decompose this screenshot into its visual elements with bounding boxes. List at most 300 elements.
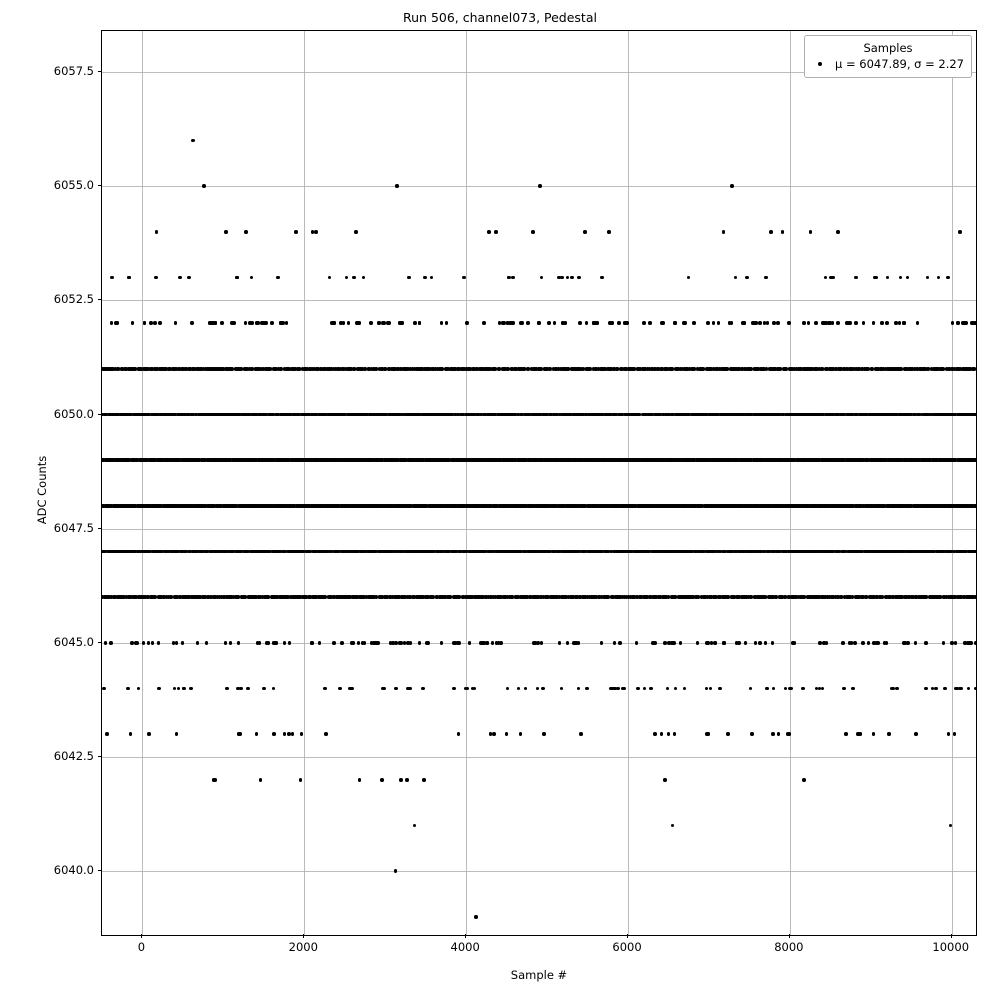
data-point (324, 732, 328, 736)
y-tick-label: 6050.0 (53, 406, 94, 421)
data-point (771, 641, 775, 645)
data-point (300, 732, 304, 736)
data-point (969, 641, 973, 645)
x-tick-label: 0 (137, 940, 146, 954)
y-tick-label: 6057.5 (53, 64, 94, 79)
data-point (861, 641, 865, 645)
data-point (143, 321, 147, 325)
data-point (583, 230, 587, 234)
data-point (517, 687, 521, 691)
data-point (961, 321, 965, 325)
data-point (491, 641, 495, 645)
data-point (772, 687, 776, 691)
data-point (129, 732, 133, 736)
data-point (802, 321, 806, 325)
data-point (660, 321, 664, 325)
data-point (250, 276, 254, 280)
data-point (971, 321, 975, 325)
y-tick (98, 185, 102, 186)
data-point (109, 641, 113, 645)
data-point (712, 321, 716, 325)
data-point (890, 687, 894, 691)
data-point (382, 687, 386, 691)
data-point (821, 687, 825, 691)
data-point (127, 276, 131, 280)
y-tick (98, 642, 102, 643)
data-point (895, 687, 899, 691)
data-point (272, 687, 276, 691)
data-point (660, 732, 664, 736)
data-point (175, 641, 179, 645)
data-point (116, 321, 120, 325)
data-point (232, 321, 236, 325)
data-point (885, 641, 889, 645)
data-point (174, 321, 178, 325)
data-point (777, 732, 781, 736)
data-point (801, 687, 805, 691)
data-point (924, 641, 928, 645)
data-point (754, 641, 758, 645)
data-point (154, 276, 158, 280)
data-point (674, 687, 678, 691)
data-point (479, 641, 483, 645)
data-point (299, 778, 303, 782)
data-point (696, 641, 700, 645)
legend-title: Samples (863, 41, 913, 55)
data-point (553, 321, 557, 325)
data-point (566, 641, 570, 645)
data-point (403, 641, 407, 645)
data-point (239, 687, 243, 691)
data-point (585, 687, 589, 691)
data-point (358, 321, 362, 325)
data-point (758, 641, 762, 645)
legend-label-stats: μ = 6047.89, σ = 2.27 (835, 57, 964, 71)
data-point (937, 276, 941, 280)
data-point (730, 184, 734, 188)
data-point (766, 321, 770, 325)
data-point (110, 276, 114, 280)
x-tick-label: 8000 (774, 940, 804, 954)
data-point (311, 230, 315, 234)
y-tick-label: 6055.0 (53, 178, 94, 193)
data-point (380, 778, 384, 782)
data-point (764, 276, 768, 280)
data-point (831, 321, 835, 325)
data-point (505, 732, 509, 736)
data-point (618, 641, 622, 645)
data-point (358, 778, 362, 782)
data-point (667, 732, 671, 736)
data-point (347, 321, 351, 325)
data-point (692, 321, 696, 325)
data-point (541, 687, 545, 691)
data-point (707, 732, 711, 736)
data-point (717, 321, 721, 325)
data-point (902, 321, 906, 325)
data-point (142, 641, 146, 645)
data-point (802, 778, 806, 782)
data-point (340, 641, 344, 645)
y-tick (98, 71, 102, 72)
data-point (807, 321, 811, 325)
data-point (362, 276, 366, 280)
x-tick-label: 2000 (288, 940, 318, 954)
x-tick (951, 934, 952, 938)
data-point (906, 276, 910, 280)
data-point (575, 641, 579, 645)
data-point (401, 321, 405, 325)
data-point (283, 732, 287, 736)
data-point (749, 687, 753, 691)
data-point (824, 276, 828, 280)
data-point (466, 687, 470, 691)
y-tick (98, 870, 102, 871)
data-point (743, 321, 747, 325)
x-tick (465, 934, 466, 938)
data-point (705, 641, 709, 645)
data-point (189, 687, 193, 691)
gridline-vertical (790, 31, 791, 935)
data-point (229, 641, 233, 645)
data-point (854, 276, 858, 280)
data-point (272, 732, 276, 736)
data-point (492, 732, 496, 736)
data-point (220, 321, 224, 325)
data-point (687, 276, 691, 280)
data-point (487, 230, 491, 234)
data-point (394, 869, 398, 873)
x-axis-label: Sample # (510, 968, 568, 982)
data-point (653, 641, 657, 645)
data-point (670, 641, 674, 645)
data-point (682, 321, 686, 325)
data-point (734, 276, 738, 280)
data-point (147, 641, 151, 645)
data-point (899, 276, 903, 280)
data-point (836, 321, 840, 325)
data-point (181, 641, 185, 645)
data-point (425, 641, 429, 645)
data-point (237, 641, 241, 645)
data-point (405, 778, 409, 782)
data-point (457, 732, 461, 736)
data-point (474, 915, 478, 919)
data-point (705, 687, 709, 691)
gridline-vertical (142, 31, 143, 935)
data-point (706, 321, 710, 325)
data-point (887, 732, 891, 736)
data-point (387, 321, 391, 325)
data-point (898, 321, 902, 325)
x-tick (303, 934, 304, 938)
data-point (538, 184, 542, 188)
data-point (558, 641, 562, 645)
data-point (958, 230, 962, 234)
data-point (880, 321, 884, 325)
page-title: Run 506, channel073, Pedestal (403, 10, 597, 25)
data-point (342, 321, 346, 325)
data-point (524, 687, 528, 691)
y-tick-label: 6045.0 (53, 634, 94, 649)
data-point (202, 184, 206, 188)
data-point (914, 641, 918, 645)
data-point (973, 550, 977, 554)
data-point (259, 778, 263, 782)
data-point (825, 641, 829, 645)
data-point (579, 732, 583, 736)
data-point (577, 276, 581, 280)
data-point (585, 321, 589, 325)
data-point (155, 230, 159, 234)
data-point (147, 732, 151, 736)
y-tick (98, 414, 102, 415)
data-point (789, 687, 793, 691)
scatter-plot-axes (101, 30, 977, 936)
data-point (348, 687, 352, 691)
data-point (906, 641, 910, 645)
data-point (314, 230, 318, 234)
data-point (178, 276, 182, 280)
data-point (273, 641, 277, 645)
data-point (787, 321, 791, 325)
data-point (453, 687, 457, 691)
gridline-vertical (304, 31, 305, 935)
data-point (177, 687, 181, 691)
data-point (394, 641, 398, 645)
data-point (135, 641, 139, 645)
data-point (332, 321, 336, 325)
data-point (600, 641, 604, 645)
data-point (540, 276, 544, 280)
data-point (105, 732, 109, 736)
data-point (643, 687, 647, 691)
data-point (255, 732, 259, 736)
data-point (406, 687, 410, 691)
data-point (413, 824, 417, 828)
data-point (486, 641, 490, 645)
data-point (375, 641, 379, 645)
data-point (876, 641, 880, 645)
data-point (653, 732, 657, 736)
data-point (407, 276, 411, 280)
data-point (872, 641, 876, 645)
data-point (225, 687, 229, 691)
data-point (862, 321, 866, 325)
legend (804, 35, 972, 78)
data-point (149, 321, 153, 325)
data-point (338, 687, 342, 691)
data-point (957, 321, 961, 325)
data-point (418, 641, 422, 645)
data-point (256, 321, 260, 325)
data-point (378, 321, 382, 325)
data-point (352, 276, 356, 280)
data-point (771, 732, 775, 736)
data-point (196, 641, 200, 645)
legend-marker-point (812, 58, 828, 70)
data-point (943, 687, 947, 691)
data-point (867, 641, 871, 645)
data-point (482, 321, 486, 325)
data-point (851, 687, 855, 691)
x-tick-label: 4000 (450, 940, 480, 954)
data-point (310, 641, 314, 645)
y-tick (98, 528, 102, 529)
data-point (399, 778, 403, 782)
data-point (814, 321, 818, 325)
data-point (506, 687, 510, 691)
data-point (926, 276, 930, 280)
y-tick-label: 6040.0 (53, 863, 94, 878)
data-point (784, 687, 788, 691)
data-point (854, 321, 858, 325)
data-point (409, 641, 413, 645)
data-point (769, 230, 773, 234)
data-point (158, 321, 162, 325)
data-point (886, 276, 890, 280)
data-point (600, 276, 604, 280)
data-point (547, 321, 551, 325)
data-point (422, 778, 426, 782)
data-point (354, 230, 358, 234)
y-tick-label: 6052.5 (53, 292, 94, 307)
data-point (963, 641, 967, 645)
data-point (357, 641, 361, 645)
data-point (842, 687, 846, 691)
gridline-horizontal (102, 300, 976, 301)
data-point (592, 321, 596, 325)
data-point (519, 732, 523, 736)
data-point (649, 687, 653, 691)
data-point (126, 687, 130, 691)
data-point (495, 641, 499, 645)
data-point (836, 230, 840, 234)
data-point (617, 321, 621, 325)
data-point (532, 641, 536, 645)
legend-item-samples (812, 57, 964, 71)
data-point (578, 321, 582, 325)
data-point (973, 458, 977, 462)
data-point (423, 276, 427, 280)
data-point (270, 321, 274, 325)
data-point (157, 641, 161, 645)
data-point (625, 321, 629, 325)
data-point (350, 641, 354, 645)
data-point (596, 321, 600, 325)
data-point (577, 687, 581, 691)
x-tick (141, 934, 142, 938)
data-point (872, 732, 876, 736)
data-point (831, 276, 835, 280)
data-point (959, 687, 963, 691)
data-point (973, 504, 977, 508)
data-point (914, 732, 918, 736)
gridline-vertical (466, 31, 467, 935)
data-point (542, 732, 546, 736)
data-point (244, 230, 248, 234)
data-point (363, 641, 367, 645)
data-point (318, 641, 322, 645)
data-point (131, 321, 135, 325)
data-point (613, 641, 617, 645)
data-point (764, 641, 768, 645)
x-tick (789, 934, 790, 938)
data-point (102, 687, 106, 691)
data-point (885, 321, 889, 325)
data-point (323, 687, 327, 691)
data-point (765, 687, 769, 691)
gridline-vertical (628, 31, 629, 935)
data-point (283, 641, 287, 645)
data-point (440, 641, 444, 645)
data-point (457, 641, 461, 645)
data-point (758, 321, 762, 325)
data-point (874, 276, 878, 280)
data-point (246, 687, 250, 691)
data-point (776, 321, 780, 325)
data-point (499, 641, 503, 645)
data-point (369, 321, 373, 325)
data-point (413, 321, 417, 325)
data-point (934, 687, 938, 691)
data-point (452, 641, 456, 645)
data-point (648, 321, 652, 325)
data-point (328, 276, 332, 280)
data-point (974, 413, 977, 417)
data-point (418, 321, 422, 325)
data-point (421, 687, 425, 691)
data-point (262, 687, 266, 691)
data-point (722, 641, 726, 645)
data-point (818, 641, 822, 645)
data-point (151, 641, 155, 645)
data-point (173, 687, 177, 691)
data-point (190, 321, 194, 325)
data-point (468, 641, 472, 645)
data-point (973, 367, 977, 371)
data-point (611, 321, 615, 325)
data-point (974, 687, 977, 691)
data-point (205, 641, 209, 645)
data-point (137, 687, 141, 691)
y-tick (98, 756, 102, 757)
data-point (609, 687, 613, 691)
y-tick-label: 6042.5 (53, 748, 94, 763)
data-point (294, 230, 298, 234)
data-point (663, 778, 667, 782)
data-point (104, 641, 108, 645)
data-point (110, 321, 114, 325)
data-point (781, 230, 785, 234)
data-point (673, 732, 677, 736)
data-point (537, 321, 541, 325)
data-point (916, 321, 920, 325)
data-point (213, 778, 217, 782)
data-point (285, 321, 289, 325)
data-point (847, 321, 851, 325)
data-point (951, 321, 955, 325)
data-point (924, 687, 928, 691)
data-point (872, 321, 876, 325)
data-point (288, 641, 292, 645)
data-point (718, 687, 722, 691)
data-point (153, 321, 157, 325)
data-point (511, 276, 515, 280)
data-point (191, 139, 195, 143)
data-point (848, 641, 852, 645)
data-point (224, 641, 228, 645)
